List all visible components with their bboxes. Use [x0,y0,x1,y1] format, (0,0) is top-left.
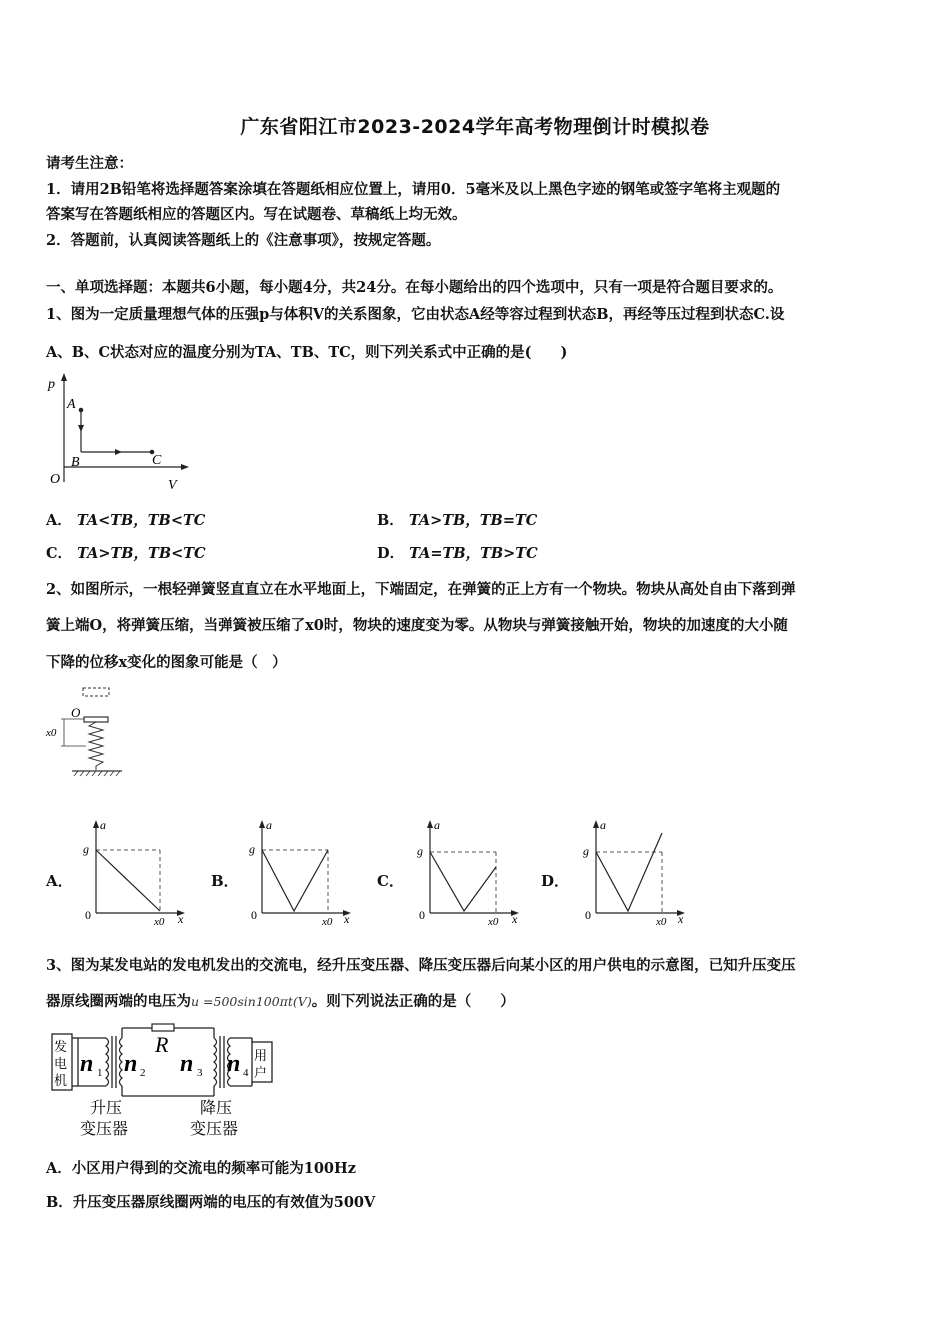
q2-option-c[interactable]: C． [377,872,404,890]
svg-text:4: 4 [243,1067,249,1079]
svg-text:0: 0 [419,908,425,922]
svg-text:机: 机 [54,1074,68,1089]
notice-heading: 请考生注意： [46,155,133,172]
q1-option-d[interactable]: D． TA=TB，TB>TC [377,545,538,562]
q2-graph-d [578,815,693,930]
q3-stem-line1: 3、图为某发电站的发电机发出的交流电，经升压变压器、降压变压器后向某小区的用户供电的示意图，已知升压变压 [46,957,796,974]
axis-v-label: V [168,478,177,493]
q3-stem-line2: 器原线圈两端的电压为u =500sin100πt(V)。则下列说法正确的是（ ） [46,993,515,1010]
notice-item-2: 2．答题前，认真阅读答题纸上的《注意事项》，按规定答题。 [46,232,441,249]
q1-stem-line1: 1、图为一定质量理想气体的压强p与体积V的关系图象，它由状态A经等容过程到状态B，再经等压过程到状态C.设 [46,306,785,323]
q2-graph-b [244,815,359,930]
section-heading: 一、单项选择题：本题共6小题，每小题4分，共24分。在每小题给出的四个选项中，只有一项是符合题目要求的。 [46,279,783,296]
svg-text:电: 电 [54,1057,68,1072]
svg-text:0: 0 [585,908,591,922]
svg-text:降压: 降压 [200,1098,233,1117]
q1-option-c[interactable]: C． TA>TB，TB<TC [46,545,206,562]
svg-text:a: a [434,818,440,832]
svg-text:用: 用 [254,1049,268,1064]
q2-stem-line1: 2、如图所示，一根轻弹簧竖直直立在水平地面上，下端固定，在弹簧的正上方有一个物块。物块从高处自由下落到弹 [46,581,796,598]
svg-text:n: n [80,1051,94,1077]
q1-option-b[interactable]: B． TA>TB，TB=TC [377,512,538,529]
page-title: 广东省阳江市2023-2024学年高考物理倒计时模拟卷 [240,116,710,138]
svg-text:x: x [344,912,350,926]
svg-text:a: a [600,818,606,832]
q3-option-b[interactable]: B．升压变压器原线圈两端的电压的有效值为500V [46,1194,376,1211]
q3-option-a[interactable]: A．小区用户得到的交流电的频率可能为100Hz [46,1160,356,1177]
voltage-formula: u =500sin100πt(V) [191,994,312,1009]
svg-text:g: g [417,844,423,858]
svg-text:x0: x0 [488,916,499,928]
svg-text:x0: x0 [154,916,165,928]
svg-text:g: g [249,842,255,856]
q3-transmission-diagram [44,1020,289,1145]
state-a-label: A [67,397,76,412]
q2-spring-diagram [44,684,124,779]
svg-text:a: a [100,818,106,832]
q1-option-a[interactable]: A． TA<TB，TB<TC [46,512,206,529]
compression-label: x0 [46,727,57,739]
svg-text:R: R [155,1032,169,1057]
svg-text:n: n [180,1051,194,1077]
spring-top-label: O [71,705,81,720]
svg-text:x0: x0 [656,916,667,928]
svg-text:x0: x0 [322,916,333,928]
svg-text:n: n [124,1051,138,1077]
state-b-label: B [71,455,80,470]
q2-stem-line3: 下降的位移x变化的图象可能是（ ） [46,654,287,671]
svg-text:1: 1 [97,1067,103,1079]
axis-p-label: p [48,377,55,392]
origin-label: O [50,472,61,487]
svg-text:变压器: 变压器 [190,1119,239,1138]
svg-text:变压器: 变压器 [80,1119,129,1138]
notice-item-1a: 1．请用2B铅笔将选择题答案涂填在答题纸相应位置上，请用0．5毫米及以上黑色字迹的钢笔或签字笔将主观题的 [46,181,781,198]
q2-option-b[interactable]: B． [211,872,239,890]
svg-text:发: 发 [54,1040,68,1055]
svg-text:升压: 升压 [90,1098,123,1117]
svg-text:x: x [178,912,184,926]
svg-text:0: 0 [85,908,91,922]
svg-text:x: x [678,912,684,926]
svg-text:x: x [512,912,518,926]
svg-text:3: 3 [197,1067,203,1079]
svg-text:n: n [227,1051,241,1077]
svg-text:0: 0 [251,908,257,922]
q2-stem-line2: 簧上端O，将弹簧压缩，当弹簧被压缩了x0时，物块的速度变为零。从物块与弹簧接触开始，物块的加速度的大小随 [46,617,788,634]
q2-option-d[interactable]: D． [541,872,570,890]
svg-text:g: g [83,842,89,856]
svg-text:户: 户 [254,1066,268,1081]
state-c-label: C [152,453,162,468]
q2-graph-c [412,815,527,930]
q1-pv-diagram [44,370,194,495]
svg-text:g: g [583,844,589,858]
q2-option-a[interactable]: A． [46,872,73,890]
svg-text:a: a [266,818,272,832]
q2-graph-a [78,815,193,930]
svg-text:2: 2 [140,1067,146,1079]
q1-stem-line2: A、B、C状态对应的温度分别为TA、TB、TC，则下列关系式中正确的是( ) [46,344,568,361]
notice-item-1b: 答案写在答题纸相应的答题区内。写在试题卷、草稿纸上均无效。 [46,206,467,223]
